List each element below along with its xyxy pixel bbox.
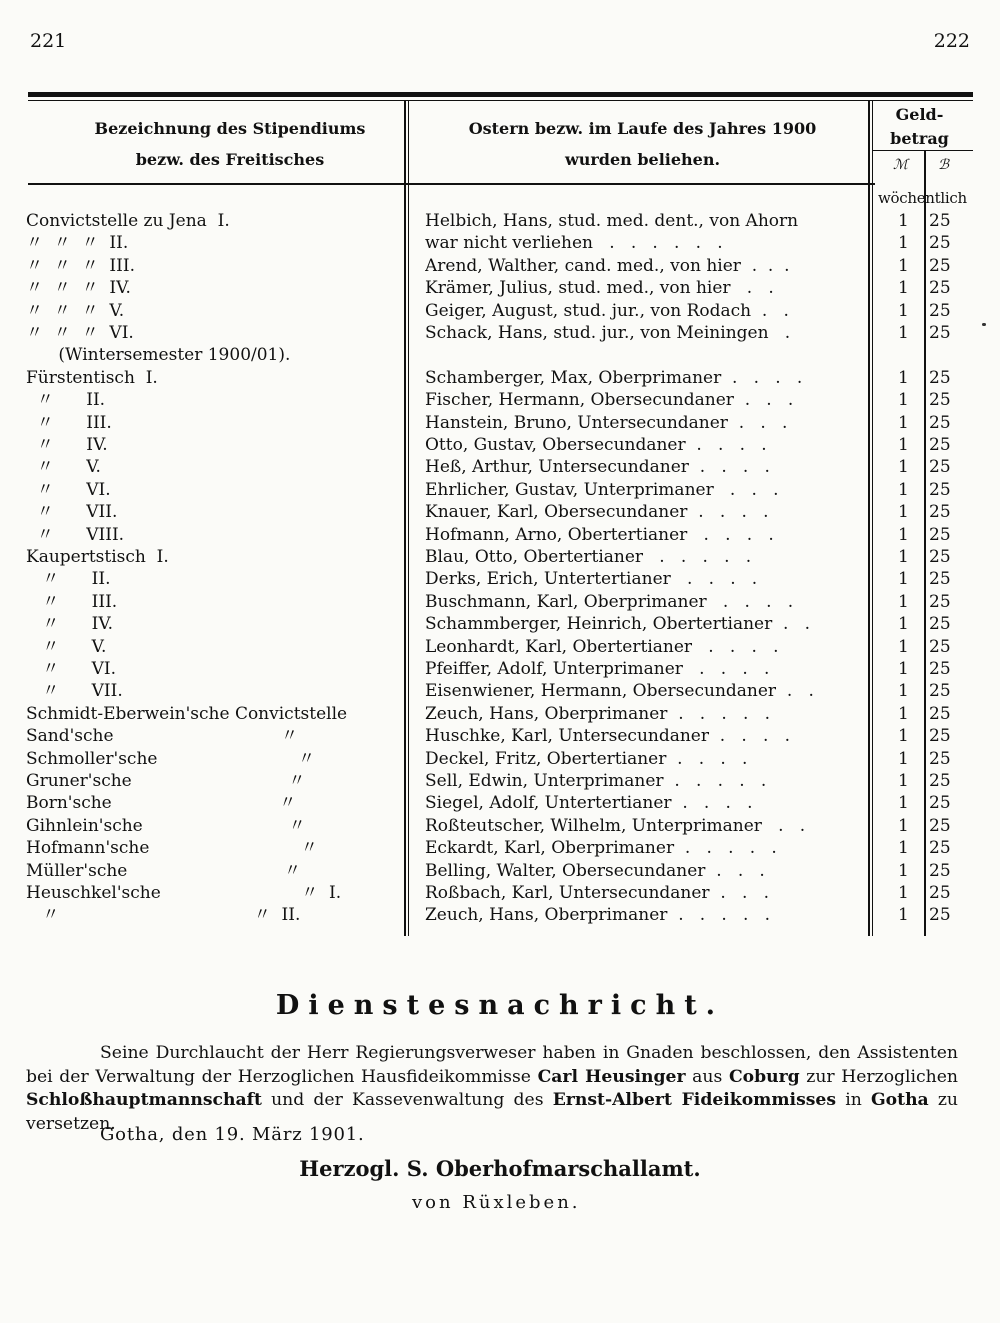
recipient: Sell, Edwin, Unterprimaner . . . . . [425, 771, 767, 791]
amount-pfennig: 25 [929, 547, 951, 567]
amount-mark: 1 [898, 390, 909, 411]
table-row [0, 815, 1000, 837]
notice-text-6: zu versetzen. [26, 1090, 959, 1134]
amount-mark: 1 [898, 815, 909, 836]
recipient: Schamberger, Max, Oberprimaner . . . . [425, 367, 803, 388]
amount-pfennig: 25 [929, 860, 951, 881]
recipient: Otto, Gustav, Obersecundaner . . . . [425, 435, 767, 455]
amount-pfennig: 25 [929, 838, 951, 859]
amount-pfennig: 25 [929, 614, 951, 635]
amount-pfennig: 25 [929, 479, 951, 500]
table-row [0, 658, 1000, 680]
table-row [0, 748, 1000, 770]
amount-pfennig: 25 [929, 390, 951, 411]
table-row [0, 882, 1000, 904]
notice-name: Carl Heusinger [537, 1066, 686, 1087]
stipend-name: 〃 IV. [26, 614, 114, 635]
stipend-name: 〃 〃 II. [26, 905, 301, 926]
table-row [0, 255, 1000, 277]
amount-mark: 1 [898, 457, 909, 478]
recipient: Geiger, August, stud. jur., von Rodach . . [425, 300, 789, 321]
amount-mark: 1 [898, 524, 909, 545]
recipient: Roßteutscher, Wilhelm, Unterprimaner . . [425, 815, 806, 836]
table-row [0, 322, 1000, 344]
header-stipend-line2: bezw. des Freitisches [135, 150, 325, 169]
amount-pfennig: 25 [929, 367, 951, 388]
table-row [0, 300, 1000, 322]
stipend-name: Convictstelle zu Jena I. [26, 211, 230, 231]
amount-mark: 1 [898, 367, 909, 388]
recipient: Krämer, Julius, stud. med., von hier . . [425, 278, 774, 299]
amount-mark: 1 [898, 479, 909, 500]
recipient: Pfeiffer, Adolf, Unterprimaner . . . . [425, 659, 770, 679]
amount-pfennig: 25 [929, 659, 951, 679]
notice-post: Schloßhauptmannschaft [26, 1090, 262, 1111]
amount-pfennig: 25 [929, 524, 951, 545]
recipient: Siegel, Adolf, Untertertianer . . . . [425, 793, 753, 814]
header-recipients-line1: Ostern bezw. im Laufe des Jahres 1900 [468, 119, 817, 138]
stipend-name: 〃 〃 〃 V. [26, 300, 125, 321]
amount-mark: 1 [898, 547, 909, 567]
notice-signer: von Rüxleben. [412, 1192, 581, 1213]
recipient: Schack, Hans, stud. jur., von Meiningen . [425, 323, 791, 343]
amount-pfennig: 25 [929, 300, 951, 321]
table-row [0, 456, 1000, 478]
amount-mark: 1 [898, 255, 909, 276]
stipend-name: 〃 〃 〃 II. [26, 233, 129, 254]
table-top-thin-rule [28, 100, 973, 101]
amount-pfennig: 25 [929, 591, 951, 612]
notice-office: Herzogl. S. Oberhofmarschallamt. [299, 1156, 701, 1181]
recipient: Schammberger, Heinrich, Obertertianer . . [425, 614, 811, 635]
table-top-thick-rule [28, 92, 973, 97]
amount-pfennig: 25 [929, 703, 951, 724]
recipient: Deckel, Fritz, Obertertianer . . . . [425, 748, 748, 769]
stipend-name: 〃 VII. [26, 502, 118, 523]
recipient: Buschmann, Karl, Oberprimaner . . . . [425, 591, 794, 612]
amount-pfennig: 25 [929, 636, 951, 657]
notice-city-2: Gotha [870, 1090, 929, 1111]
recipient: Helbich, Hans, stud. med. dent., von Ahorn [425, 211, 799, 231]
amount-pfennig: 25 [929, 211, 951, 231]
amount-mark: 1 [898, 591, 909, 612]
recipient: Knauer, Karl, Obersecundaner . . . . [425, 502, 769, 523]
amount-mark: 1 [898, 435, 909, 455]
notice-text-5: in [836, 1090, 871, 1111]
print-speck [982, 323, 986, 326]
amount-pfennig: 25 [929, 793, 951, 814]
stipend-name: Born'sche 〃 [26, 793, 297, 814]
header-amount-line1: Geld- [895, 105, 944, 124]
recipient: Roßbach, Karl, Untersecundaner . . . [425, 883, 769, 903]
stipend-name: Schmidt-Eberwein'sche Convictstelle [26, 703, 348, 724]
table-row [0, 792, 1000, 814]
recipient: Belling, Walter, Obersecundaner . . . [425, 860, 765, 881]
table-row [0, 904, 1000, 926]
page-number-left: 221 [30, 30, 67, 52]
amount-mark: 1 [898, 323, 909, 343]
header-stipend-line1: Bezeichnung des Stipendiums [94, 119, 366, 138]
table-row [0, 210, 1000, 232]
amount-pfennig: 25 [929, 748, 951, 769]
stipend-name: 〃 V. [26, 457, 101, 478]
header-amount [872, 103, 967, 151]
table-row [0, 725, 1000, 747]
table-row [0, 613, 1000, 635]
amount-pfennig: 25 [929, 233, 951, 254]
amount-mark: 1 [898, 502, 909, 523]
stipend-name: Gihnlein'sche 〃 [26, 815, 306, 836]
amount-pfennig: 25 [929, 905, 951, 926]
table-row [0, 389, 1000, 411]
stipend-name: Sand'sche 〃 [26, 726, 299, 747]
notice-text-4: und der Kassevenwaltung des [261, 1090, 553, 1111]
table-row [0, 837, 1000, 859]
table-row [0, 434, 1000, 456]
stipend-name: Kaupertstisch I. [26, 547, 169, 567]
stipend-name: 〃 VIII. [26, 524, 125, 545]
amount-pfennig: 25 [929, 815, 951, 836]
amount-pfennig: 25 [929, 412, 951, 433]
amount-pfennig: 25 [929, 323, 951, 343]
amount-mark: 1 [898, 771, 909, 791]
stipend-name: Heuschkel'sche 〃 I. [26, 883, 342, 903]
amount-mark: 1 [898, 614, 909, 635]
stipend-name: Hofmann'sche 〃 [26, 838, 318, 859]
notice-text-1: Seine Durchlaucht der Herr Regierungsverweser haben in Gnaden beschlossen, den Assistenten bei der Verwaltung der Herzoglichen Hausfideikommisse [26, 1043, 958, 1087]
recipient: Zeuch, Hans, Oberprimaner . . . . . [425, 703, 771, 724]
recipient: Derks, Erich, Untertertianer . . . . [425, 569, 758, 590]
unit-pfennig: ℬ [938, 157, 950, 173]
table-row [0, 770, 1000, 792]
header-stipend [60, 113, 400, 175]
weekly-label: wöchentlich [878, 189, 967, 207]
amount-mark: 1 [898, 569, 909, 590]
amount-mark: 1 [898, 300, 909, 321]
table-row [0, 524, 1000, 546]
header-recipients-line2: wurden beliehen. [564, 150, 721, 169]
table-row [0, 680, 1000, 702]
table-row [0, 344, 1000, 366]
table-row [0, 479, 1000, 501]
amount-mark: 1 [898, 883, 909, 903]
amount-mark: 1 [898, 838, 909, 859]
notice-paragraph [26, 1042, 958, 1136]
notice-text-3: zur Herzoglichen [799, 1066, 958, 1087]
recipient: Hanstein, Bruno, Untersecundaner . . . [425, 412, 788, 433]
notice-city-1: Coburg [728, 1066, 800, 1087]
table-row [0, 277, 1000, 299]
amount-pfennig: 25 [929, 278, 951, 299]
table-row [0, 546, 1000, 568]
table-row [0, 232, 1000, 254]
stipend-name: 〃 VI. [26, 479, 111, 500]
amount-pfennig: 25 [929, 435, 951, 455]
table-row [0, 367, 1000, 389]
recipient: Zeuch, Hans, Oberprimaner . . . . . [425, 905, 771, 926]
amount-pfennig: 25 [929, 726, 951, 747]
recipient: Leonhardt, Karl, Obertertianer . . . . [425, 636, 779, 657]
amount-mark: 1 [898, 278, 909, 299]
stipend-name: 〃 II. [26, 390, 106, 411]
notice-text-2: aus [685, 1066, 729, 1087]
stipend-name: 〃 V. [26, 636, 107, 657]
amount-mark: 1 [898, 211, 909, 231]
amount-pfennig: 25 [929, 502, 951, 523]
amount-mark: 1 [898, 681, 909, 702]
table-row [0, 703, 1000, 725]
amount-mark: 1 [898, 793, 909, 814]
stipend-name: 〃 〃 〃 IV. [26, 278, 131, 299]
recipient: war nicht verliehen . . . . . . [425, 233, 723, 254]
stipend-name: 〃 VII. [26, 681, 123, 702]
stipend-name: 〃 III. [26, 412, 112, 433]
amount-pfennig: 25 [929, 681, 951, 702]
amount-pfennig: 25 [929, 883, 951, 903]
stipend-name: Gruner'sche 〃 [26, 771, 306, 791]
stipend-name: 〃 III. [26, 591, 118, 612]
stipend-name: Müller'sche 〃 [26, 860, 302, 881]
recipient: Blau, Otto, Obertertianer . . . . . [425, 547, 752, 567]
table-row [0, 501, 1000, 523]
unit-mark: ℳ [893, 157, 908, 173]
table-row [0, 591, 1000, 613]
stipend-name: (Wintersemester 1900/01). [26, 345, 291, 366]
amount-pfennig: 25 [929, 457, 951, 478]
header-recipients [420, 113, 865, 175]
page-number-right: 222 [933, 30, 970, 52]
recipient: Eisenwiener, Hermann, Obersecundaner . . [425, 681, 814, 702]
amount-mark: 1 [898, 412, 909, 433]
amount-mark: 1 [898, 636, 909, 657]
amount-pfennig: 25 [929, 771, 951, 791]
recipient: Heß, Arthur, Untersecundaner . . . . [425, 457, 770, 478]
stipend-name: Fürstentisch I. [26, 367, 158, 388]
table-header-rule [28, 183, 875, 185]
stipend-name: 〃 II. [26, 569, 111, 590]
amount-mark: 1 [898, 860, 909, 881]
stipend-name: Schmoller'sche 〃 [26, 748, 315, 769]
table-row [0, 636, 1000, 658]
stipend-name: 〃 〃 〃 VI. [26, 323, 134, 343]
header-amount-line2: betrag [890, 129, 949, 148]
stipend-name: 〃 VI. [26, 659, 117, 679]
table-row [0, 412, 1000, 434]
amount-pfennig: 25 [929, 255, 951, 276]
amount-mark: 1 [898, 233, 909, 254]
recipient: Ehrlicher, Gustav, Unterprimaner . . . [425, 479, 779, 500]
amount-mark: 1 [898, 748, 909, 769]
recipient: Fischer, Hermann, Obersecundaner . . . [425, 390, 794, 411]
recipient: Huschke, Karl, Untersecundaner . . . . [425, 726, 791, 747]
notice-dateline: Gotha, den 19. März 1901. [100, 1124, 365, 1145]
recipient: Arend, Walther, cand. med., von hier . . . [425, 255, 790, 276]
amount-mark: 1 [898, 703, 909, 724]
table-row [0, 860, 1000, 882]
notice-title: Dienstesnachricht. [275, 990, 725, 1021]
stipend-name: 〃 IV. [26, 435, 108, 455]
recipient: Eckardt, Karl, Oberprimaner . . . . . [425, 838, 777, 859]
amount-mark: 1 [898, 905, 909, 926]
amount-mark: 1 [898, 659, 909, 679]
table-row [0, 568, 1000, 590]
stipend-name: 〃 〃 〃 III. [26, 255, 135, 276]
amount-mark: 1 [898, 726, 909, 747]
notice-fund: Ernst-Albert Fideikommisses [552, 1090, 837, 1111]
recipient: Hofmann, Arno, Obertertianer . . . . [425, 524, 774, 545]
amount-pfennig: 25 [929, 569, 951, 590]
